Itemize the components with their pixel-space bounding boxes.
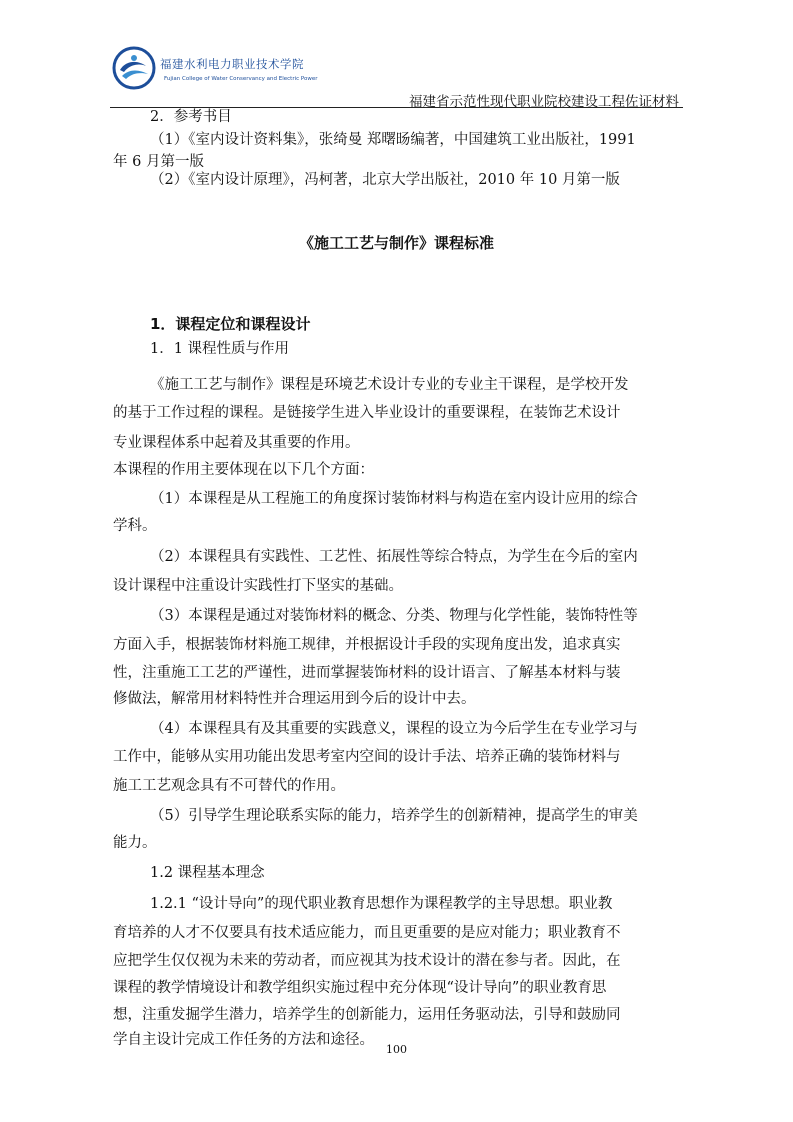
page-number: 100 bbox=[386, 1043, 407, 1056]
paragraph-line: 课程的教学情境设计和教学组织实施过程中充分体现“设计导向”的职业教育思 bbox=[113, 980, 607, 996]
subsection-heading-1-1: 1．1 课程性质与作用 bbox=[150, 341, 290, 357]
point-2-line: 设计课程中注重设计实践性打下坚实的基础。 bbox=[113, 578, 403, 594]
point-1-line: 学科。 bbox=[113, 518, 157, 534]
point-1-line: （1）本课程是从工程施工的角度探讨装饰材料与构造在室内设计应用的综合 bbox=[150, 491, 638, 507]
point-3-line: 修做法，解常用材料特性并合理运用到今后的设计中去。 bbox=[113, 691, 476, 707]
reference-item-2: （2）《室内设计原理》，冯柯著，北京大学出版社，2010 年 10 月第一版 bbox=[150, 172, 620, 188]
paragraph-line: 想，注重发掘学生潜力，培养学生的创新能力，运用任务驱动法，引导和鼓励同 bbox=[113, 1007, 621, 1023]
college-emblem-icon bbox=[112, 46, 156, 90]
header-title: 福建省示范性现代职业院校建设工程佐证材料 bbox=[409, 94, 679, 110]
point-4-line: 施工工艺观念具有不可替代的作用。 bbox=[113, 778, 345, 794]
paragraph-line: 育培养的人才不仅要具有技术适应能力，而且更重要的是应对能力；职业教育不 bbox=[113, 925, 621, 941]
reference-item-1-cont: 年 6 月第一版 bbox=[113, 154, 204, 170]
college-logo bbox=[112, 46, 318, 92]
paragraph-line: 的基于工作过程的课程。是链接学生进入毕业设计的重要课程，在装饰艺术设计 bbox=[113, 405, 621, 421]
paragraph-line: 学自主设计完成工作任务的方法和途径。 bbox=[113, 1032, 374, 1048]
point-3-line: 性，注重施工工艺的严谨性，进而掌握装饰材料的设计语言、了解基本材料与装 bbox=[113, 665, 621, 681]
point-3-line: （3）本课程是通过对装饰材料的概念、分类、物理与化学性能，装饰特性等 bbox=[150, 608, 638, 624]
logo-subtext: Fujian College of Water Conservancy and Electric Power bbox=[164, 76, 318, 82]
reference-item-1: （1）《室内设计资料集》，张绮曼 郑曙旸编著，中国建筑工业出版社，1991 bbox=[150, 132, 636, 148]
point-5-line: （5）引导学生理论联系实际的能力，培养学生的创新精神，提高学生的审美 bbox=[150, 808, 638, 824]
paragraph-line: 专业课程体系中起着及其重要的作用。 bbox=[113, 435, 360, 451]
section-heading: 1．课程定位和课程设计 bbox=[150, 315, 311, 333]
paragraph-line: 应把学生仅仅视为未来的劳动者，而应视其为技术设计的潜在参与者。因此，在 bbox=[113, 953, 621, 969]
intro-line: 本课程的作用主要体现在以下几个方面： bbox=[113, 462, 374, 478]
point-5-line: 能力。 bbox=[113, 835, 157, 851]
logo-text: 福建水利电力职业技术学院 bbox=[160, 57, 304, 71]
references-heading: 2．参考书目 bbox=[150, 109, 232, 125]
point-4-line: （4）本课程具有及其重要的实践意义，课程的设立为今后学生在专业学习与 bbox=[150, 721, 638, 737]
subsection-heading-1-2: 1.2 课程基本理念 bbox=[150, 865, 265, 881]
document-title: 《施工工艺与制作》课程标准 bbox=[298, 234, 494, 252]
point-3-line: 方面入手，根据装饰材料施工规律，并根据设计手段的实现角度出发，追求真实 bbox=[113, 637, 621, 653]
point-2-line: （2）本课程具有实践性、工艺性、拓展性等综合特点，为学生在今后的室内 bbox=[150, 549, 638, 565]
paragraph-line: 《施工工艺与制作》课程是环境艺术设计专业的专业主干课程，是学校开发 bbox=[150, 377, 629, 393]
point-4-line: 工作中，能够从实用功能出发思考室内空间的设计手法、培养正确的装饰材料与 bbox=[113, 749, 621, 765]
paragraph-line: 1.2.1 “设计导向”的现代职业教育思想作为课程教学的主导思想。职业教 bbox=[150, 896, 613, 912]
